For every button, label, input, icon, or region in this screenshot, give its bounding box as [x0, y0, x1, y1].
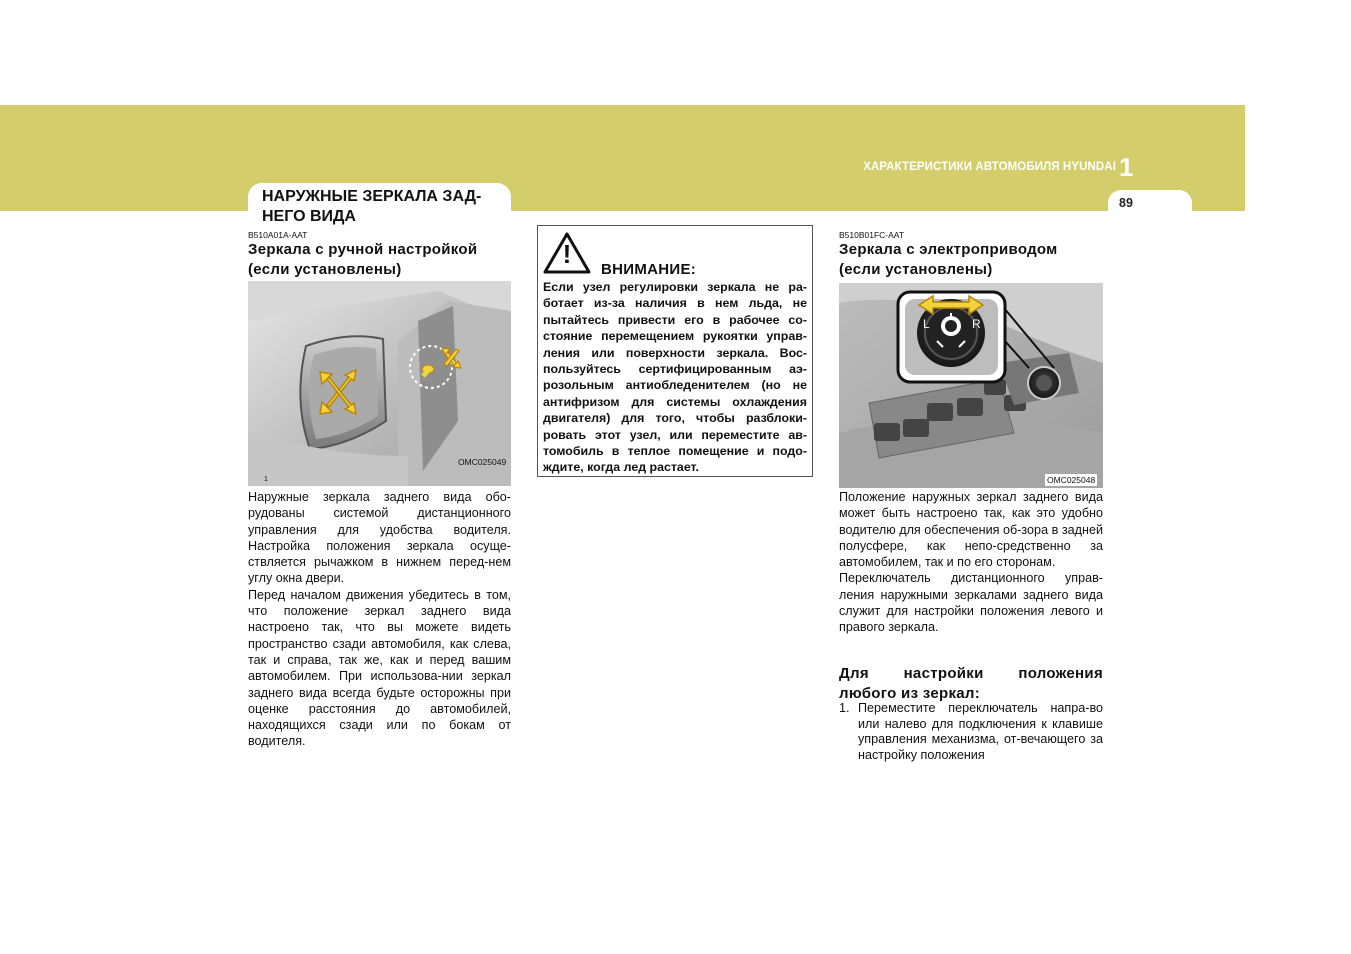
page-number: 89 [1119, 196, 1133, 210]
left-heading-line2: (если установлены) [248, 261, 402, 278]
left-figure-mark: 1 [264, 476, 268, 483]
section-title-line2: НЕГО ВИДА [262, 208, 356, 225]
right-heading [839, 240, 1058, 280]
left-section-code: B510A01A-AAT [248, 230, 308, 240]
chapter-number: 1 [1119, 152, 1134, 182]
left-heading-line1: Зеркала с ручной настройкой [248, 241, 478, 258]
left-heading [248, 240, 477, 280]
right-subheading-line1: Для настройки положения [839, 665, 1103, 682]
switch-left-label: L [923, 317, 930, 331]
left-body-text [248, 489, 511, 750]
right-subheading [839, 664, 1103, 704]
right-heading-line2: (если установлены) [839, 261, 993, 278]
right-body-text [839, 489, 1103, 636]
warning-title: ВНИМАНИЕ: [601, 261, 697, 278]
warning-text: Если узел регулировки зеркала не ра-ботает из-за наличия в нем льда, не пытайтесь привести его в рабочее со-стояние перемещением рукоятки управ-ления или поверхности зеркала. Вос-пользуйтесь сертифицированным аэ-розольным антиобледенителем (но не антифризом для системы охлаждения двигателя) для того, чтобы разблоки-ровать этот узел, или переместите ав-томобиль в теплое помещение и подо-ждите, когда лед растает. [543, 280, 807, 475]
step-1-text: Переместите переключатель напра-во или налево для подключения к клавише управления механизма, от-вечающего за настройку положения [858, 701, 1103, 762]
section-title-line1: НАРУЖНЫЕ ЗЕРКАЛА ЗАД- [262, 188, 482, 205]
right-figure-code: OMC025048 [1047, 475, 1096, 485]
right-heading-line1: Зеркала с электроприводом [839, 241, 1058, 258]
right-paragraph-2: Переключатель дистанционного управ-ления наружными зеркалами заднего вида служит для настройки положения левого и правого зеркала. [839, 571, 1103, 635]
power-mirror-figure [839, 283, 1103, 488]
switch-right-label: R [972, 317, 981, 331]
step-1-number: 1. [839, 701, 850, 715]
left-figure-code: OMC025049 [458, 457, 507, 467]
chapter-title: ХАРАКТЕРИСТИКИ АВТОМОБИЛЯ HYUNDAI [863, 161, 1116, 173]
right-subheading-line2: любого из зеркал: [839, 685, 981, 702]
warning-symbol: ! [562, 239, 572, 269]
section-title [262, 187, 481, 227]
right-paragraph-1: Положение наружных зеркал заднего вида может быть настроено так, как это удобно водителю для обеспечения об-зора в задней полусфере, как непо-средственно за автомобилем, так и по его сторонам. [839, 490, 1103, 570]
right-section-code: B510B01FC-AAT [839, 230, 905, 240]
header-band [0, 105, 1245, 211]
manual-mirror-figure [248, 281, 511, 486]
left-paragraph-1: Наружные зеркала заднего вида обо-рудованы системой дистанционного управления для удобства водителя. Настройка положения зеркала осуще-ствляется рычажком в нижнем перед-нем углу окна двери. [248, 490, 511, 586]
left-paragraph-2: Перед началом движения убедитесь в том, что положение зеркал заднего вида настроено так, что вы можете видеть пространство сзади автомобиля, как слева, так и справа, так же, как и перед вашим автомобилем. При использова-нии зеркал заднего вида всегда будьте осторожны при оценке расстояния до автомобилей, находящихся сзади или по бокам от водителя. [248, 587, 511, 749]
power-mirror-illustration [839, 283, 1103, 488]
manual-mirror-illustration [248, 281, 511, 486]
